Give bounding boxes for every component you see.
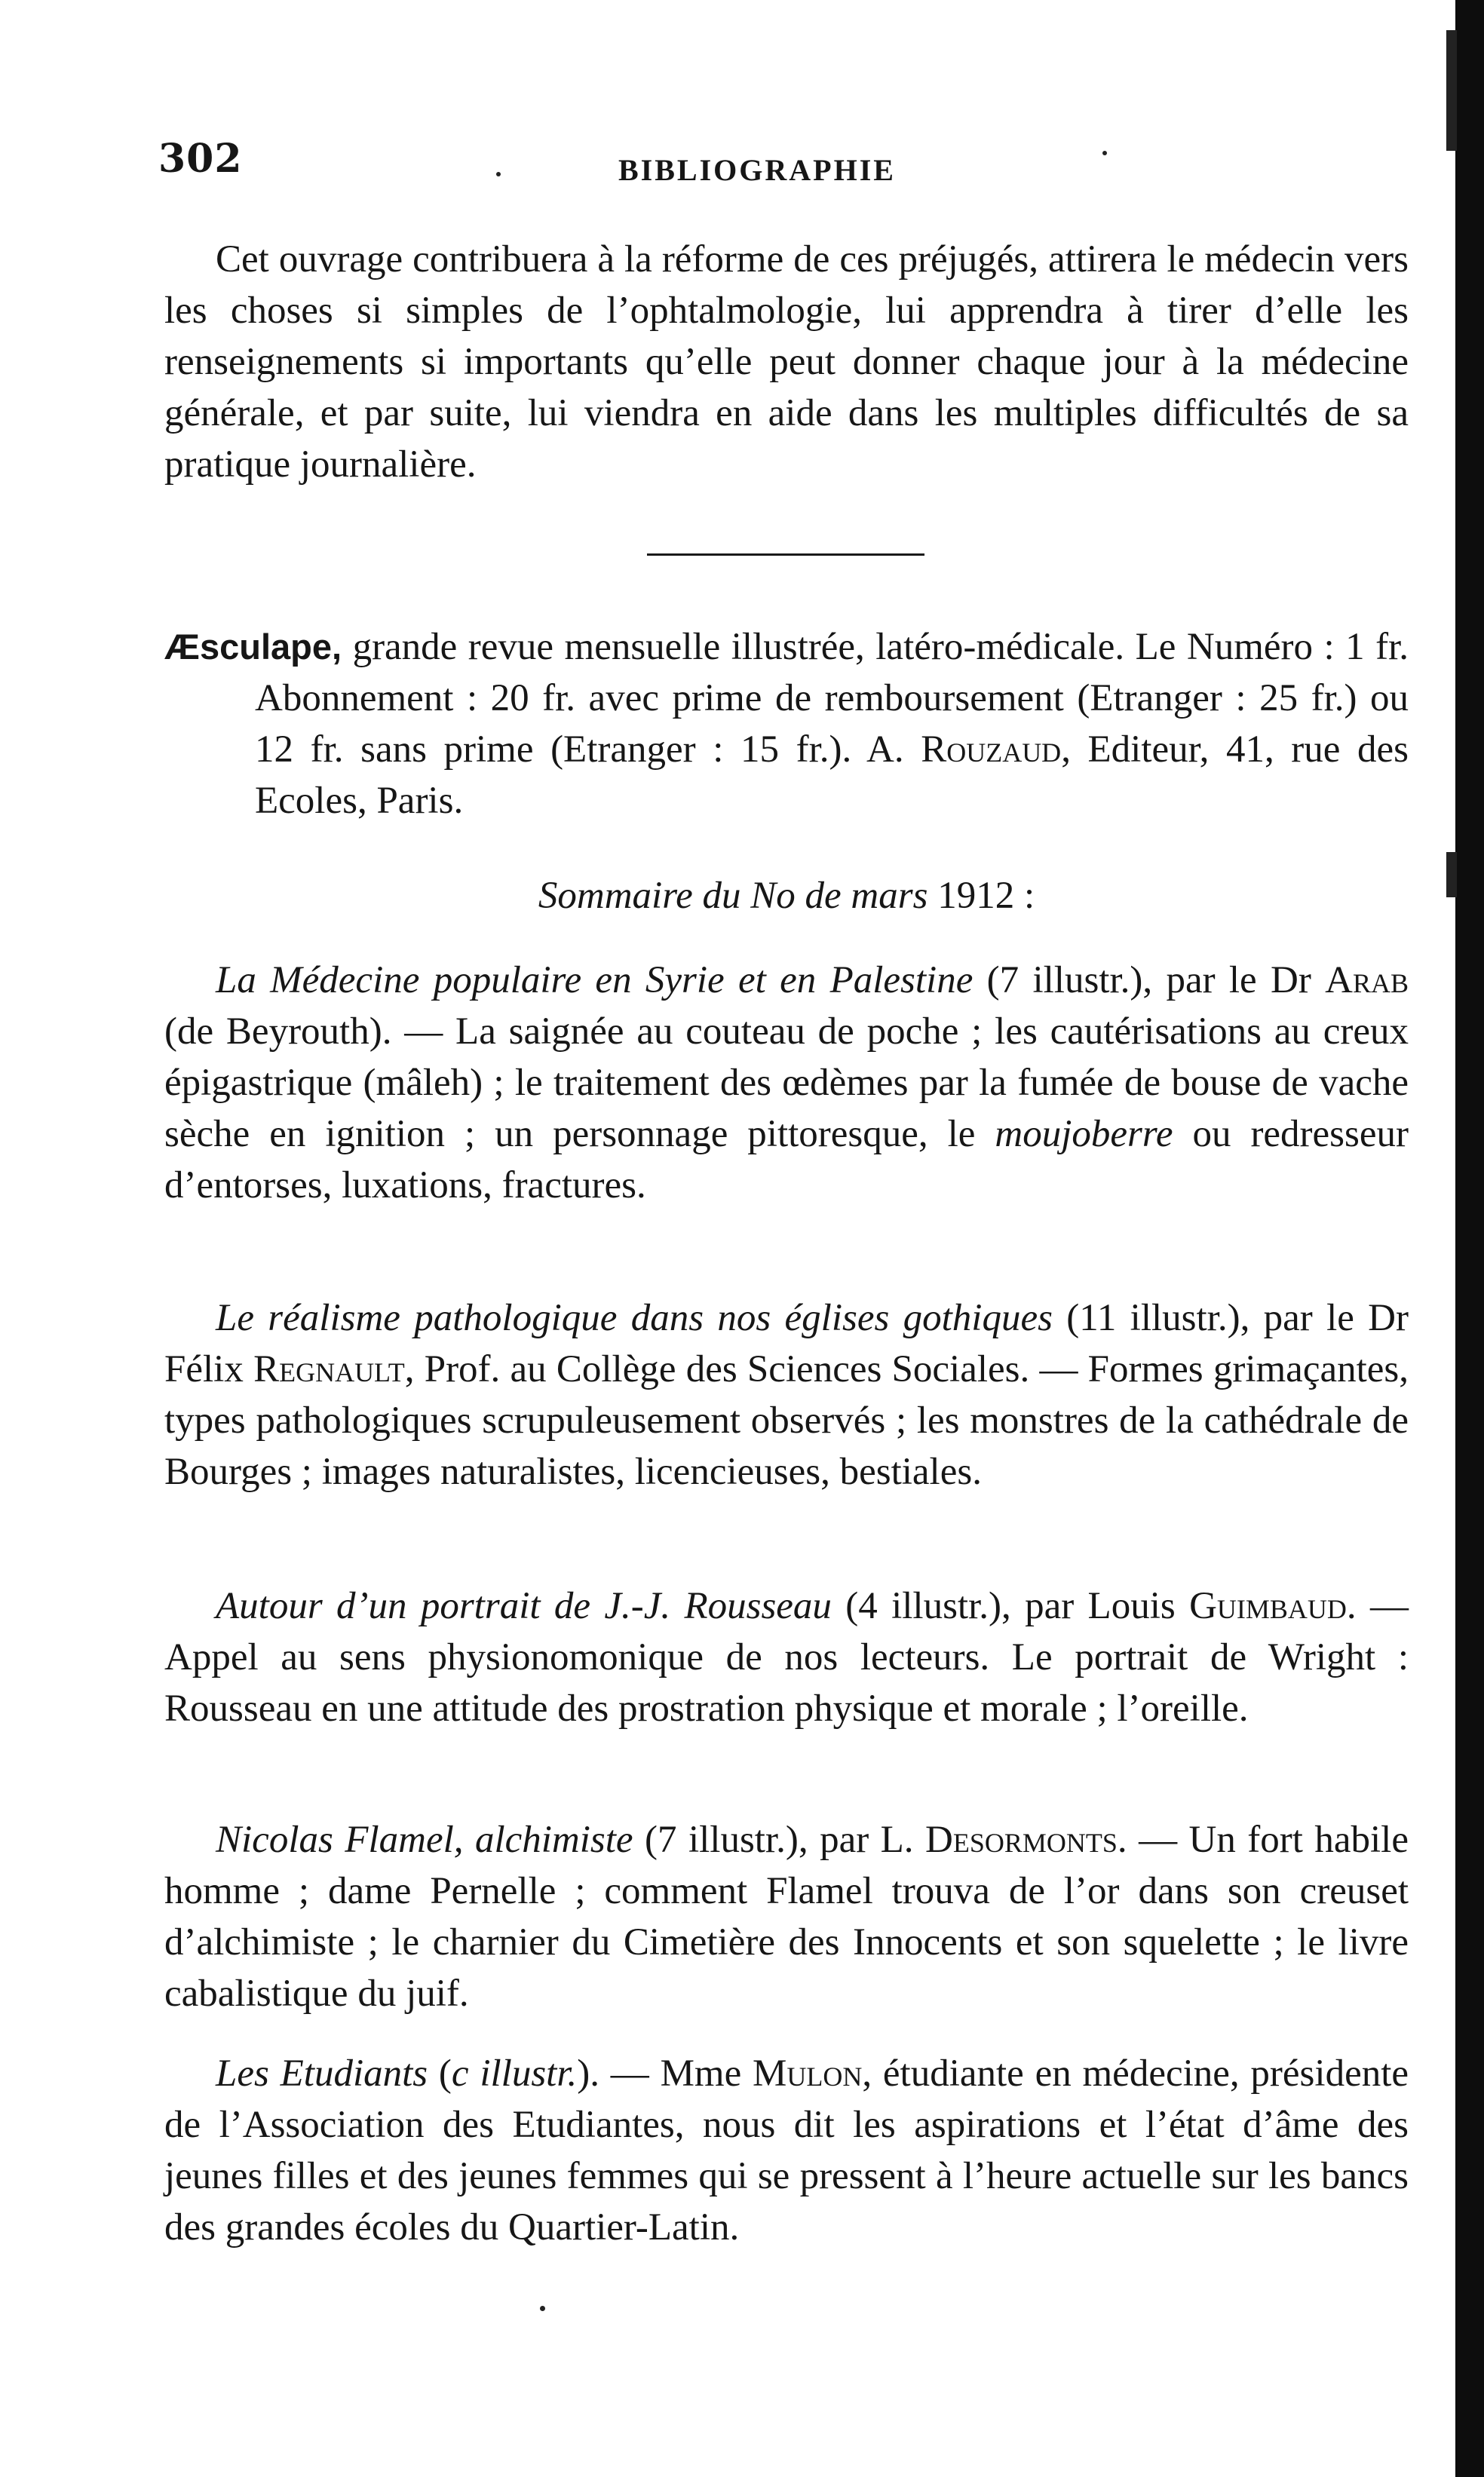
article-text: ). — Mme bbox=[577, 2052, 753, 2095]
article-title: Les Etudiants bbox=[216, 2052, 428, 2095]
article-title: Nicolas Flamel, alchimiste bbox=[216, 1819, 633, 1861]
article-author: Desormonts bbox=[925, 1819, 1118, 1861]
page-number: 302 bbox=[158, 136, 243, 182]
edge-mark bbox=[1446, 30, 1457, 151]
intro-paragraph: Cet ouvrage contribuera à la réforme de ces préjugés, attirera le médecin vers les choses si simples de l’ophtalmologie, lui apprendra à tirer d’elle les renseignements si importants qu’elle peut donner chaque jour à la médecine générale, et par suite, lui viendra en aide dans les multiples difficultés de sa pratique journalière. bbox=[164, 238, 1409, 486]
article-title: Le réalisme pathologique dans nos églises gothiques bbox=[216, 1297, 1053, 1339]
article-illustr: c illustr. bbox=[451, 2052, 578, 2095]
article-item bbox=[164, 2048, 1409, 2253]
article-title: Autour d’un portrait de J.-J. Rousseau bbox=[216, 1585, 832, 1627]
article-author: Arab bbox=[1325, 959, 1409, 1001]
article-item bbox=[164, 1580, 1409, 1734]
entry-description-start: grande revue mensuelle illustrée, latéro-médicale. Le Numéro : 1 fr. Abonnement : 20 fr. avec prime de remboursement (Etranger : 25 fr.) ou 12 fr. sans prime (Etranger : 15 fr.). A. bbox=[255, 626, 1409, 771]
article-text: (de Beyrouth). — La saignée au couteau de poche ; les cautérisations au creux épigastrique (mâleh) ; le traitement des œdèmes par la fumée de bouse de vache sèche en ignition ; un personnage pittoresque, le bbox=[164, 1010, 1409, 1155]
summary-heading bbox=[164, 870, 1409, 921]
stray-dot bbox=[540, 2306, 545, 2311]
article-item bbox=[164, 1814, 1409, 2019]
article-text: ou redresseur d’entorses, luxations, fractures. bbox=[164, 1113, 1409, 1206]
entry-publisher: Rouzaud bbox=[921, 728, 1062, 771]
article-author: Regnault bbox=[253, 1348, 405, 1390]
article-text: (4 illustr.), par Louis bbox=[831, 1585, 1190, 1627]
article-text: (11 illustr.), par le Dr Félix bbox=[164, 1297, 1409, 1390]
entry-title: Æsculape, bbox=[164, 627, 342, 667]
article-text: (7 illustr.), par L. bbox=[633, 1819, 925, 1861]
running-title: BIBLIOGRAPHIE bbox=[618, 153, 896, 187]
section-divider bbox=[647, 553, 924, 556]
bibliography-entry bbox=[164, 621, 1409, 826]
header-dot bbox=[496, 172, 501, 176]
article-item bbox=[164, 1292, 1409, 1498]
article-author: Guimbaud bbox=[1189, 1585, 1347, 1627]
summary-heading-prefix: Sommaire du No de mars bbox=[538, 875, 928, 917]
summary-heading-year: 1912 : bbox=[937, 875, 1035, 917]
article-text: (7 illustr.), par le Dr bbox=[973, 959, 1326, 1001]
article-text: ( bbox=[428, 2052, 452, 2095]
article-title: La Médecine populaire en Syrie et en Palestine bbox=[216, 959, 973, 1001]
edge-mark bbox=[1446, 852, 1457, 897]
header-dot bbox=[1102, 151, 1107, 155]
page-header bbox=[158, 136, 1418, 196]
article-item bbox=[164, 955, 1409, 1211]
article-text: . — Appel au sens physionomonique de nos lecteurs. Le portrait de Wright : Rousseau en une attitude des prostration physique et morale ; l’oreille. bbox=[164, 1585, 1409, 1730]
article-text: . — Un fort habile homme ; dame Pernelle ; comment Flamel trouva de l’or dans son creuset d’alchimiste ; le charnier du Cimetière des Innocents et son squelette ; le livre cabalistique du juif. bbox=[164, 1819, 1409, 2015]
article-text: , Prof. au Collège des Sciences Sociales. — Formes grimaçantes, types pathologiques scrupuleusement observés ; les monstres de la cathédrale de Bourges ; images naturalistes, licencieuses, bestiales. bbox=[164, 1348, 1409, 1493]
article-text: , étudiante en médecine, présidente de l’Association des Etudiantes, nous dit les aspirations et l’état d’âme des jeunes filles et des jeunes femmes qui se pressent à l’heure actuelle sur les bancs des grandes écoles du Quartier-Latin. bbox=[164, 2052, 1409, 2249]
article-term: moujoberre bbox=[995, 1113, 1173, 1155]
article-author: Mulon bbox=[753, 2052, 863, 2095]
entry-description-end: , Editeur, 41, rue des Ecoles, Paris. bbox=[255, 728, 1409, 822]
page-edge-shadow bbox=[1455, 0, 1484, 2477]
